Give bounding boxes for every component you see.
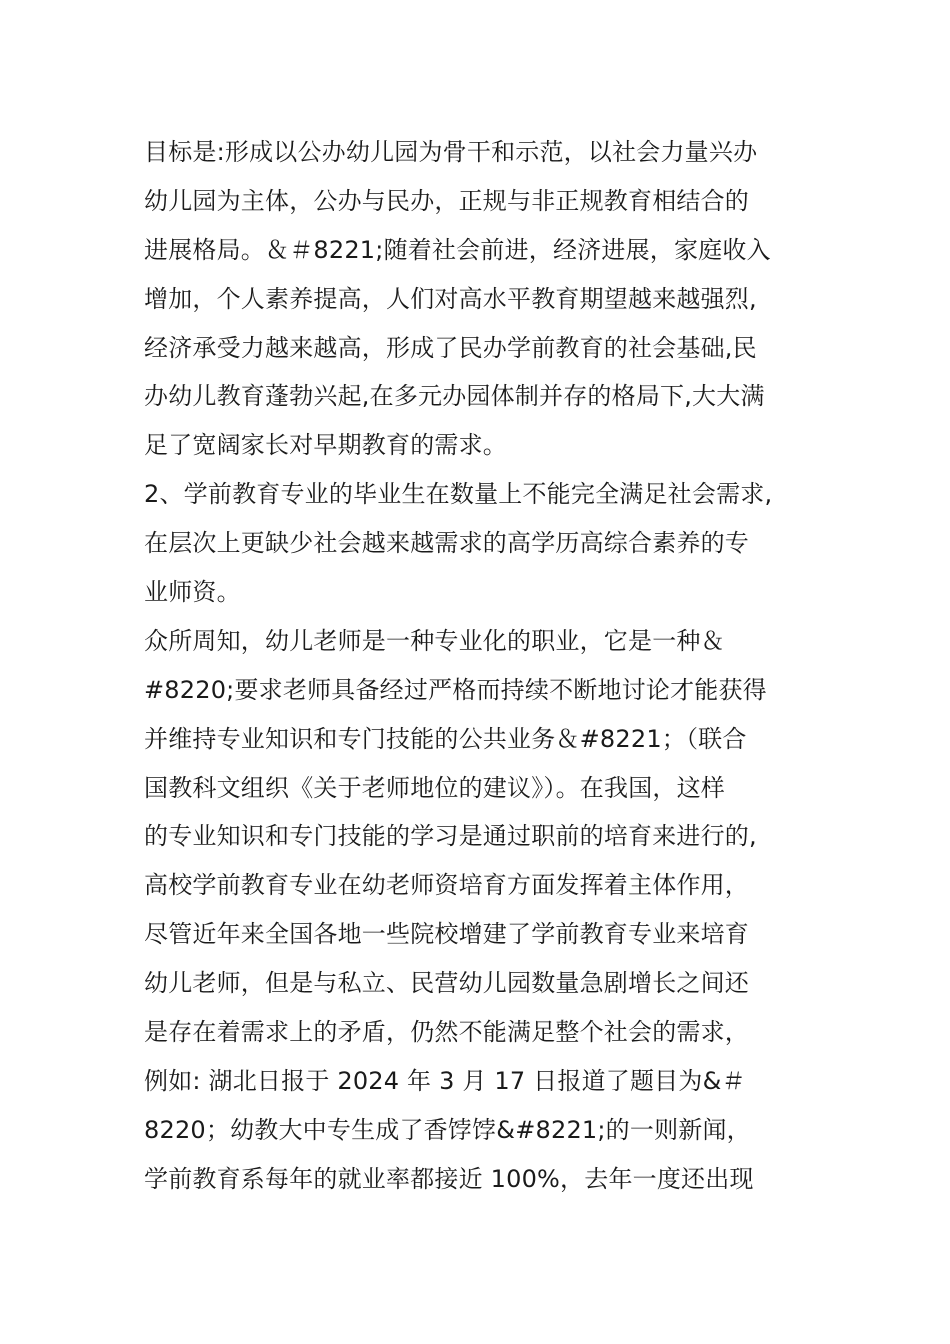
text-line: #8220;要求老师具备经过严格而持续不断地讨论才能获得 bbox=[144, 675, 767, 704]
text-line: 学前教育系每年的就业率都接近 100%，去年一度还出现 bbox=[144, 1164, 754, 1193]
text-line: 经济承受力越来越高，形成了民办学前教育的社会基础,民 bbox=[144, 333, 757, 362]
text-line: 足了宽阔家长对早期教育的需求。 bbox=[144, 431, 507, 460]
text-line: 幼儿老师，但是与私立、民营幼儿园数量急剧增长之间还 bbox=[144, 969, 749, 998]
text-line: 8220；幼教大中专生成了香饽饽&#8221;的一则新闻， bbox=[144, 1115, 751, 1144]
text-line: 在层次上更缺少社会越来越需求的高学历高综合素养的专 bbox=[144, 529, 749, 558]
text-line: 众所周知，幼儿老师是一种专业化的职业，它是一种＆ bbox=[144, 626, 725, 655]
text-line: 并维持专业知识和专门技能的公共业务＆#8221；（联合 bbox=[144, 724, 747, 753]
text-line: 幼儿园为主体，公办与民办，正规与非正规教育相结合的 bbox=[144, 186, 749, 215]
text-line: 进展格局。＆＃8221;随着社会前进，经济进展，家庭收入 bbox=[144, 235, 771, 264]
body-text bbox=[144, 128, 824, 1204]
text-line: 国教科文组织《关于老师地位的建议》）。在我国，这样 bbox=[144, 773, 725, 802]
text-line: 2、学前教育专业的毕业生在数量上不能完全满足社会需求, bbox=[144, 480, 773, 509]
text-line: 的专业知识和专门技能的学习是通过职前的培育来进行的, bbox=[144, 822, 757, 851]
text-line: 增加，个人素养提高，人们对高水平教育期望越来越强烈, bbox=[144, 284, 757, 313]
text-line: 办幼儿教育蓬勃兴起,在多元办园体制并存的格局下,大大满 bbox=[144, 382, 765, 411]
text-line: 高校学前教育专业在幼老师资培育方面发挥着主体作用， bbox=[144, 871, 749, 900]
text-line: 尽管近年来全国各地一些院校增建了学前教育专业来培育 bbox=[144, 920, 749, 949]
text-line: 目标是:形成以公办幼儿园为骨干和示范，以社会力量兴办 bbox=[144, 138, 758, 166]
text-line: 是存在着需求上的矛盾，仍然不能满足整个社会的需求， bbox=[144, 1018, 749, 1047]
text-line: 业师资。 bbox=[144, 578, 241, 607]
text-line: 例如: 湖北日报于 2024 年 3 月 17 日报道了题目为&＃ bbox=[144, 1066, 746, 1095]
